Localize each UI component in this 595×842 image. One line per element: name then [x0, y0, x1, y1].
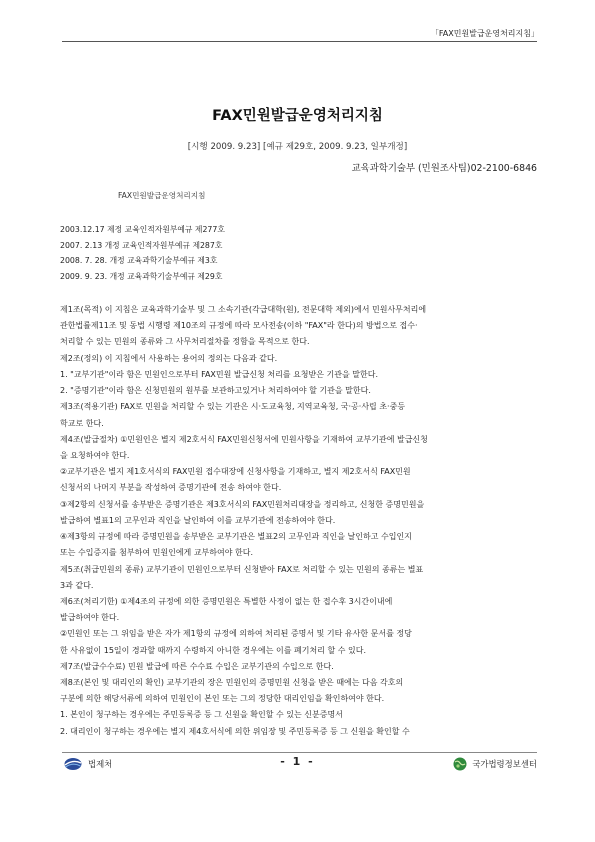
body-line: 구분에 의한 해당서류에 의하여 민원인이 본인 또는 그의 정당한 대리인임을 확인하여야 한다.	[60, 694, 385, 704]
body-line: 제4조(발급절차) ①민원인은 별지 제2호서식 FAX민원신청서에 민원사항을 기재하여 교부기관에 발급신청	[60, 434, 428, 444]
history-row: 2003.12.17 제정 교육인적자원부예규 제277호	[60, 225, 225, 234]
body-line: 관한법률제11조 및 동법 시행령 제10조의 규정에 따라 모사전송(이하 "FAX"라 한다)의 방법으로 접수·	[60, 321, 418, 331]
globe-icon	[453, 757, 467, 771]
body-line: 신청서의 나머지 부분을 작성하여 증명기관에 전송 하여야 한다.	[60, 483, 282, 493]
body-line: 3과 같다.	[60, 580, 94, 590]
body-line: 한 사유없이 15일이 경과할 때까지 수령하지 아니한 경우에는 이를 폐기처리 할 수 있다.	[60, 645, 366, 655]
ministry-contact: 교육과학기술부 (민원조사팀)02-2100-6846	[351, 163, 537, 174]
footer-divider	[62, 752, 537, 753]
body-line: ②민원인 또는 그 위임을 받은 자가 제1항의 규정에 의하여 처리된 증명서 및 기타 유사한 문서를 정당	[60, 629, 412, 639]
body-line: 제6조(처리기한) ①제4조의 규정에 의한 증명민원은 특별한 사정이 없는 한 접수후 3시간이내에	[60, 596, 393, 606]
footer-left-label: 법제처	[88, 759, 113, 769]
page-number: - 1 -	[280, 755, 315, 768]
body-line: 1. "교부기관"이라 함은 민원인으로부터 FAX민원 발급신청 처리를 요청받은 기관을 말한다.	[60, 369, 378, 379]
footer-right-label: 국가법령정보센터	[472, 759, 537, 769]
document-subtitle: FAX민원발급운영처리지침	[118, 191, 206, 200]
article-body	[60, 302, 542, 740]
body-line: 처리할 수 있는 민원의 종류와 그 사무처리절차를 정함을 목적으로 한다.	[60, 337, 310, 347]
body-line: 또는 수입증지를 첨부하여 민원인에게 교부하여야 한다.	[60, 548, 253, 558]
body-line: 1. 본인이 청구하는 경우에는 주민등록증 등 그 신원을 확인할 수 있는 신분증명서	[60, 710, 343, 720]
footer-right	[453, 757, 537, 771]
body-line: 2. "증명기관"이라 함은 신청민원의 원부를 보관하고있거나 처리하여야 할 기관을 말한다.	[60, 386, 371, 396]
body-line: 제3조(적용기관) FAX로 민원을 처리할 수 있는 기관은 시·도교육청, 지역교육청, 국·공·사립 초·중등	[60, 402, 406, 412]
history-row: 2009. 9. 23. 개정 교육과학기술부예규 제29호	[60, 271, 223, 281]
body-line: 제7조(발급수수료) 민원 발급에 따른 수수료 수입은 교부기관의 수입으로 한다.	[60, 661, 334, 671]
body-line: 제2조(정의) 이 지침에서 사용하는 용어의 정의는 다음과 같다.	[60, 353, 278, 363]
body-line: 2. 대리인이 청구하는 경우에는 별지 제4호서식에 의한 위임장 및 주민등록증 등 그 신원을 확인할 수	[60, 726, 410, 736]
history-row: 2008. 7. 28. 개정 교육과학기술부예규 제3호	[60, 256, 218, 266]
revision-history	[60, 222, 540, 284]
document-title: FAX민원발급운영처리지침	[212, 108, 383, 124]
body-line: 제5조(취급민원의 종류) 교부기관이 민원인으로부터 신청받아 FAX로 처리할 수 있는 민원의 종류는 별표	[60, 564, 424, 574]
body-line: ③제2항의 신청서를 송부받은 증명기관은 제3호서식의 FAX민원처리대장을 정리하고, 신청한 증명민원을	[60, 499, 425, 509]
body-line: 발급하여 별표1의 고무인과 직인을 날인하여 이를 교부기관에 전송하여야 한다.	[60, 515, 336, 525]
history-row: 2007. 2.13 개정 교육인적자원부예규 제287호	[60, 240, 223, 250]
body-line: 을 요청하여야 한다.	[60, 450, 130, 460]
header-divider	[62, 41, 537, 42]
body-line: ②교부기관은 별지 제1호서식의 FAX민원 접수대장에 신청사항을 기재하고, 별지 제2호서식 FAX민원	[60, 467, 411, 477]
body-line: 발급하여야 한다.	[60, 613, 120, 623]
body-line: 제8조(본인 및 대리인의 확인) 교부기관의 장은 민원인의 증명민원 신청을 받은 때에는 다음 각호의	[60, 678, 404, 688]
body-line: 학교로 한다.	[60, 418, 104, 428]
body-line: ④제3항의 규정에 따라 증명민원을 송부받은 교부기관은 별표2의 고무인과 직인을 날인하고 수입인지	[60, 532, 412, 542]
body-line: 제1조(목적) 이 지침은 교육과학기술부 및 그 소속기관(각급대학(원), 전문대학 제외)에서 민원사무처리에	[60, 305, 427, 314]
header-tag: 「FAX민원발급운영처리지침」	[430, 29, 539, 38]
enforcement-meta: [시행 2009. 9.23] [예규 제29호, 2009. 9.23, 일부개정]	[187, 142, 408, 152]
